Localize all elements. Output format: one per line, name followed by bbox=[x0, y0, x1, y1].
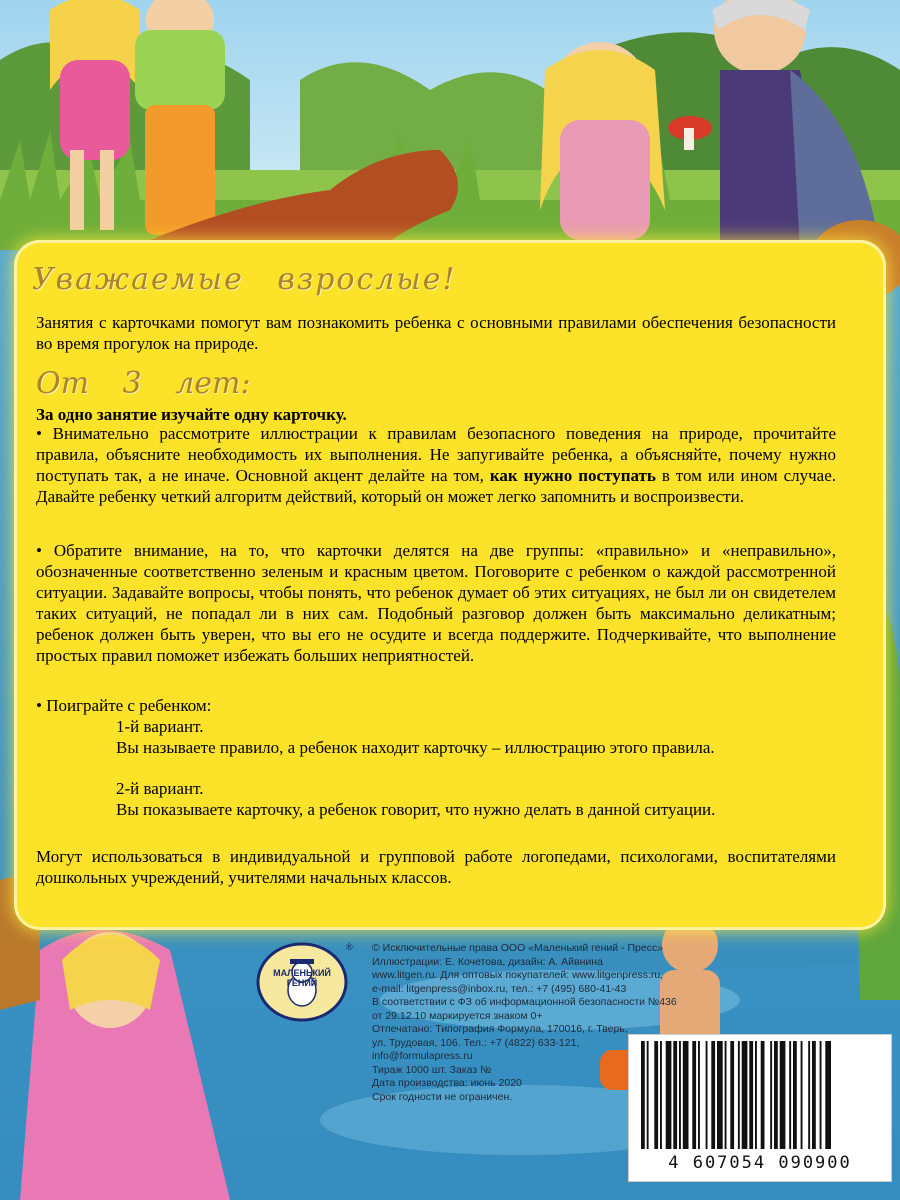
barcode-bar bbox=[801, 1041, 803, 1149]
imprint-line: Отпечатано: Типография Формула, 170016, г. Тверь, bbox=[372, 1023, 628, 1035]
barcode-bar bbox=[793, 1041, 797, 1149]
paragraph-1-end: в том или ином случае. Давайте ребенку четкий алгоритм действий, который он может легко запомнить и воспроизвести. bbox=[36, 466, 836, 506]
barcode-bar bbox=[770, 1041, 772, 1149]
barcode-bar bbox=[730, 1041, 734, 1149]
barcode-bar bbox=[660, 1041, 662, 1149]
barcode-bar bbox=[683, 1041, 689, 1149]
barcode-bar bbox=[673, 1041, 677, 1149]
variant-2 bbox=[116, 778, 836, 820]
barcode-bar bbox=[755, 1041, 757, 1149]
variant-1 bbox=[116, 716, 836, 758]
barcode-bar bbox=[717, 1041, 723, 1149]
imprint-line: Срок годности не ограничен. bbox=[372, 1090, 513, 1103]
imprint-line: от 29.12.10 маркируется знаком 0+ bbox=[372, 1009, 543, 1022]
svg-text:®: ® bbox=[346, 942, 353, 952]
publisher-logo-text: МАЛЕНЬКИЙ ГЕНИЙ bbox=[273, 968, 331, 988]
barcode-bar bbox=[711, 1041, 715, 1149]
imprint-line: Иллюстрации: Е. Кочетова, дизайн: А. Айвнина bbox=[372, 955, 603, 968]
barcode-bars bbox=[637, 1041, 883, 1151]
barcode-bar bbox=[825, 1041, 831, 1149]
outro-paragraph: Могут использоваться в индивидуальной и групповой работе логопедами, психологами, воспитателями дошкольных учреждений, учителями начальных классов. bbox=[36, 847, 836, 887]
imprint-line: ул. Трудовая, 106. Тел.: +7 (4822) 633-121, bbox=[372, 1036, 580, 1049]
paragraph-1 bbox=[36, 423, 836, 507]
age-heading: От 3 лет: bbox=[36, 366, 251, 401]
imprint-line: e-mail: litgenpress@inbox.ru, тел.: +7 (495) 680-41-43 bbox=[372, 982, 627, 995]
variant-1-text: Вы называете правило, а ребенок находит карточку – иллюстрацию этого правила. bbox=[116, 738, 715, 757]
barcode-bar bbox=[761, 1041, 765, 1149]
barcode-number: 4 607054 090900 bbox=[668, 1153, 852, 1173]
variant-2-title: 2-й вариант. bbox=[116, 779, 204, 798]
barcode-bar bbox=[647, 1041, 649, 1149]
barcode-bar bbox=[749, 1041, 753, 1149]
barcode-bar bbox=[679, 1041, 681, 1149]
barcode-bar bbox=[780, 1041, 786, 1149]
barcode bbox=[628, 1034, 892, 1182]
barcode-bar bbox=[774, 1041, 778, 1149]
imprint-line: Тираж 1000 шт. Заказ № bbox=[372, 1063, 492, 1076]
barcode-bar bbox=[641, 1041, 645, 1149]
intro-paragraph: Занятия с карточками помогут вам познакомить ребенка с основными правилами обеспечения безопасности во время прогулок на природе. bbox=[36, 313, 836, 353]
play-intro: • Поиграйте с ребенком: bbox=[36, 696, 212, 715]
barcode-bar bbox=[725, 1041, 727, 1149]
imprint-line: www.litgen.ru. Для оптовых покупателей: www.litgenpress.ru, bbox=[372, 969, 664, 981]
barcode-bar bbox=[666, 1041, 672, 1149]
variant-1-title: 1-й вариант. bbox=[116, 717, 204, 736]
imprint-line: Дата производства: июнь 2020 bbox=[372, 1077, 522, 1089]
variant-2-text: Вы показываете карточку, а ребенок говорит, что нужно делать в данной ситуации. bbox=[116, 800, 716, 819]
barcode-bar bbox=[706, 1041, 708, 1149]
imprint-line: В соответствии с ФЗ об информационной безопасности №436 bbox=[372, 996, 677, 1008]
barcode-bar bbox=[820, 1041, 822, 1149]
barcode-bar bbox=[742, 1041, 748, 1149]
lesson-title: За одно занятие изучайте одну карточку. bbox=[36, 405, 347, 424]
barcode-bar bbox=[808, 1041, 810, 1149]
barcode-bar bbox=[738, 1041, 740, 1149]
imprint-line: info@formulapress.ru bbox=[372, 1050, 473, 1062]
barcode-bar bbox=[692, 1041, 696, 1149]
greeting-heading: Уважаемые взрослые! bbox=[32, 262, 457, 297]
barcode-bar bbox=[654, 1041, 658, 1149]
barcode-bar bbox=[698, 1041, 700, 1149]
imprint-line: © Исключительные права ООО «Маленький гений - Пресс» bbox=[372, 942, 664, 954]
barcode-bar bbox=[812, 1041, 816, 1149]
paragraph-1-emphasis: как нужно поступать bbox=[489, 466, 656, 485]
paragraph-2: • Обратите внимание, на то, что карточки делятся на две группы: «правильно» и «неправильно», обозначенные соответственно зеленым и красным цветом. Поговорите с ребенком о каждой рассмотренной ситуации. Задавайте вопросы, чтобы понять, что ребенок думает об этих ситуациях, не был ли он свидетелем таких ситуаций, не попадал ли в них сам. Подобный разговор должен быть максимально деликатным; ребенок должен быть уверен, что вы его не осудите и всегда поддержите. Подчеркивайте, что выполнение простых правил поможет избежать больших неприятностей. bbox=[36, 541, 836, 665]
barcode-bar bbox=[789, 1041, 791, 1149]
paragraph-1-start: • Внимательно рассмотрите иллюстрации к правилам безопасного поведения на природе, прочитайте правила, объясните необходимость их выполнения. Не запугивайте ребенка, а объясняйте, почему нужно поступать так, а не иначе. Основной акцент делайте на том, bbox=[36, 424, 836, 485]
